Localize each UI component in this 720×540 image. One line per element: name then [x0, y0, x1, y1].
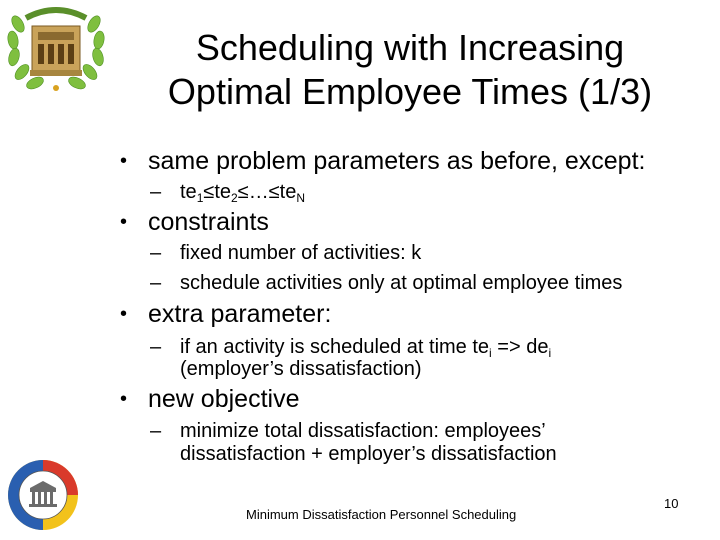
sub-bullet-text: dissatisfaction + employer’s dissatisfaction	[180, 443, 557, 465]
bullet-text: constraints	[148, 208, 269, 236]
university-seal-icon	[6, 458, 80, 532]
sub-bullet-text: schedule activities only at optimal employee times	[180, 272, 623, 294]
bullet-marker: •	[120, 211, 128, 233]
society-logo-icon	[4, 4, 108, 94]
dash-marker: –	[150, 336, 162, 358]
dash-marker: –	[150, 272, 162, 294]
sub-bullet-text: fixed number of activities: k	[180, 242, 422, 264]
sub-bullet-text: $te_1\le te_2\le\dots\le te_N$	[180, 181, 306, 205]
page-number: 10	[664, 496, 679, 511]
sub-bullet-text: minimize total dissatisfaction: employees’	[180, 420, 546, 442]
title-line-1: Scheduling with Increasing	[195, 27, 625, 68]
dash-marker: –	[150, 242, 162, 264]
title-line-2: Optimal Employee Times (1/3)	[167, 71, 653, 112]
bullet-text: new objective	[148, 385, 300, 413]
bullet-marker: •	[120, 150, 128, 172]
footer-text: Minimum Dissatisfaction Personnel Scheduling	[246, 507, 517, 522]
bullet-text: extra parameter:	[148, 300, 332, 328]
sub-bullet-text: if an activity is scheduled at time $te_i => de_i$	[180, 336, 552, 360]
dash-marker: –	[150, 420, 162, 442]
sub-bullet-text: (employer’s dissatisfaction)	[180, 358, 422, 380]
bullet-marker: •	[120, 303, 128, 325]
dash-marker: –	[150, 181, 162, 203]
bullet-marker: •	[120, 388, 128, 410]
page-title	[110, 26, 710, 114]
bullet-text: same problem parameters as before, except:	[148, 147, 646, 175]
